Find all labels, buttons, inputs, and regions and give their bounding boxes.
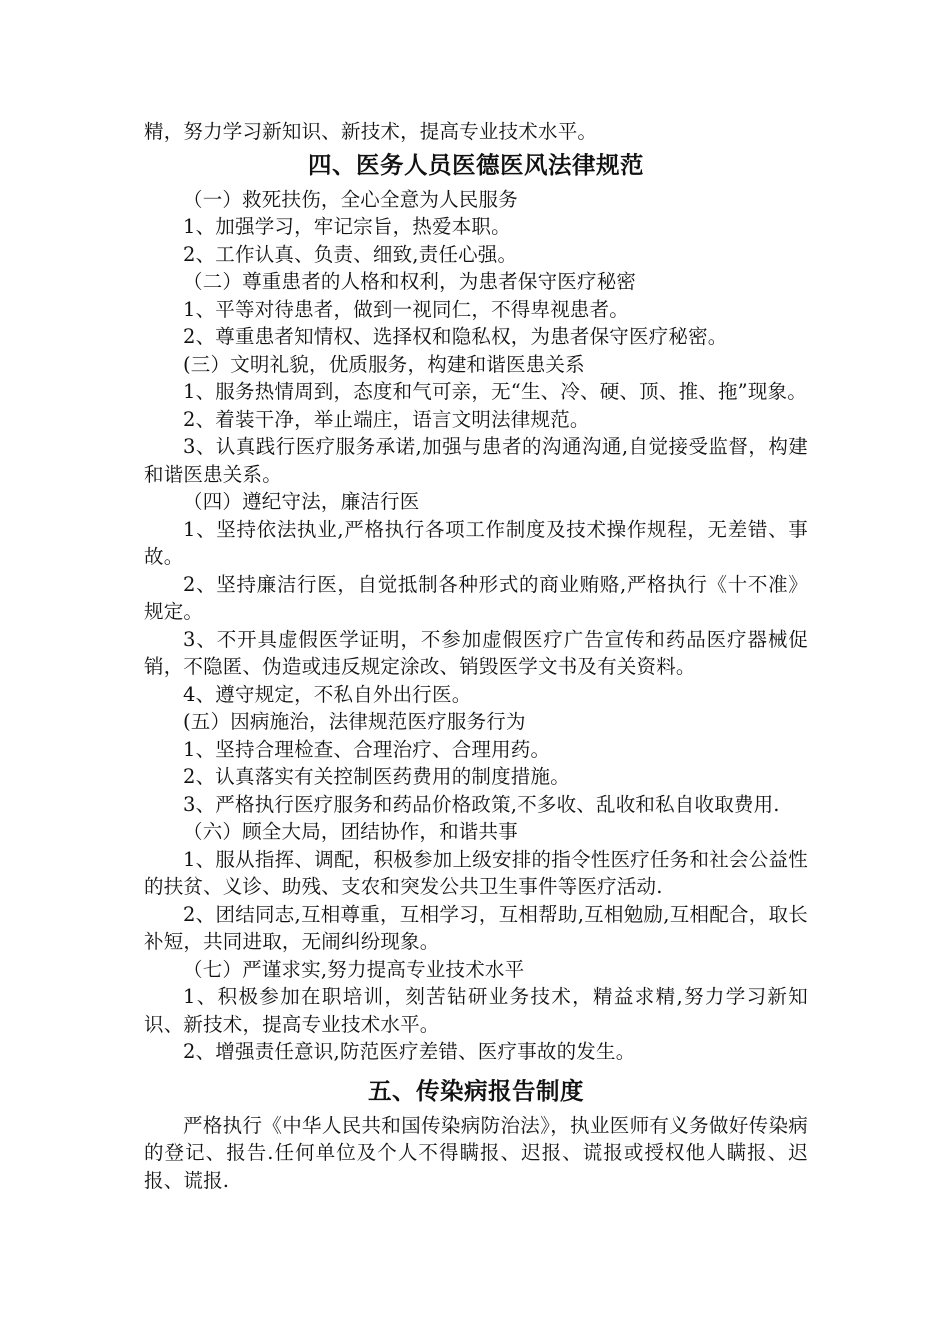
list-item: 2、尊重患者知情权、选择权和隐私权，为患者保守医疗秘密。 — [183, 325, 728, 348]
list-item: 2、认真落实有关控制医药费用的制度措施。 — [183, 765, 570, 788]
subsection-heading: （六）顾全大局，团结协作，和谐共事 — [183, 820, 518, 843]
section-4-heading: 四、医务人员医德医风法律规范 — [308, 150, 644, 179]
section-4-body — [144, 186, 808, 1066]
list-item: 1、坚持依法执业,严格执行各项工作制度及技术操作规程，无差错、事故。 — [144, 517, 808, 568]
list-item: 2、工作认真、负责、细致,责任心强。 — [183, 242, 518, 266]
section-5-heading: 五、传染病报告制度 — [368, 1076, 584, 1105]
list-item: 2、着装干净，举止端庄，语言文明法律规范。 — [183, 407, 590, 431]
list-item: 2、坚持廉洁行医，自觉抵制各种形式的商业贿赂,严格执行《十不准》规定。 — [144, 572, 808, 623]
document-body — [144, 118, 808, 1194]
subsection-heading: （七）严谨求实,努力提高专业技术水平 — [183, 957, 525, 981]
list-item: 4、遵守规定，不私自外出行医。 — [183, 682, 472, 706]
subsection-heading: （四）遵纪守法，廉洁行医 — [183, 490, 420, 513]
subsection-heading: (五）因病施治，法律规范医疗服务行为 — [183, 710, 526, 733]
list-item: 2、增强责任意识,防范医疗差错、医疗事故的发生。 — [183, 1040, 636, 1063]
subsection-heading: （一）救死扶伤，全心全意为人民服务 — [183, 187, 518, 211]
lead-paragraph: 精，努力学习新知识、新技术，提高专业技术水平。 — [144, 120, 598, 143]
subsection-heading: (三）文明礼貌，优质服务，构建和谐医患关系 — [183, 352, 585, 376]
list-item: 3、认真践行医疗服务承诺,加强与患者的沟通沟通,自觉接受监督，构建和谐医患关系。 — [144, 435, 808, 486]
list-item: 3、严格执行医疗服务和药品价格政策,不多收、乱收和私自收取费用. — [183, 792, 780, 816]
list-item: 1、坚持合理检查、合理治疗、合理用药。 — [183, 737, 551, 761]
list-item: 1、服务热情周到，态度和气可亲，无“生、冷、硬、顶、推、拖”现象。 — [183, 380, 807, 403]
list-item: 2、团结同志,互相尊重，互相学习，互相帮助,互相勉励,互相配合，取长补短，共同进取，无闹纠纷现象。 — [144, 902, 808, 953]
section-5-paragraph: 严格执行《中华人民共和国传染病防治法》，执业医师有义务做好传染病的登记、报告.任何单位及个人不得瞒报、迟报、谎报或授权他人瞒报、迟报、谎报. — [144, 1113, 808, 1192]
list-item: 1、积极参加在职培训，刻苦钻研业务技术，精益求精,努力学习新知识、新技术，提高专业技术水平。 — [144, 985, 808, 1036]
list-item: 1、平等对待患者，做到一视同仁，不得卑视患者。 — [183, 297, 630, 321]
list-item: 1、加强学习，牢记宗旨，热爱本职。 — [183, 215, 511, 238]
subsection-heading: （二）尊重患者的人格和权利，为患者保守医疗秘密 — [183, 270, 637, 293]
list-item: 3、不开具虚假医学证明，不参加虚假医疗广告宣传和药品医疗器械促销，不隐匿、伪造或违反规定涂改、销毁医学文书及有关资料。 — [144, 627, 808, 678]
list-item: 1、服从指挥、调配，积极参加上级安排的指令性医疗任务和社会公益性的扶贫、义诊、助残、支农和突发公共卫生事件等医疗活动. — [144, 847, 808, 898]
